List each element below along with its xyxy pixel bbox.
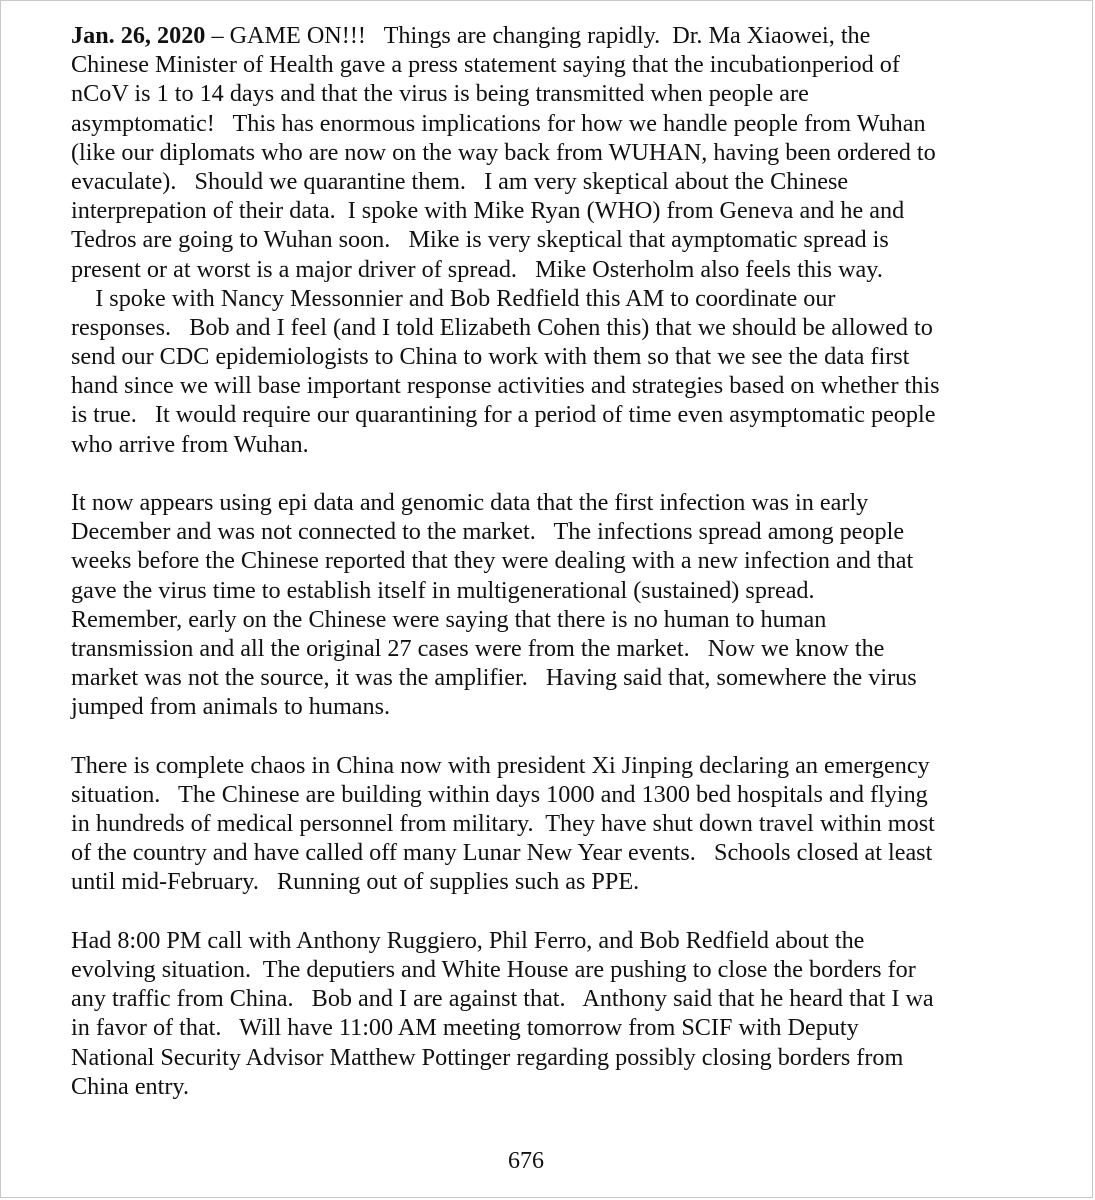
text-line: responses. Bob and I feel (and I told Elizabeth Cohen this) that we should be allowed to <box>71 313 933 341</box>
text-line: I spoke with Nancy Messonnier and Bob Redfield this AM to coordinate our <box>71 284 836 312</box>
text-line: situation. The Chinese are building within days 1000 and 1300 bed hospitals and flying <box>71 780 928 808</box>
page-number: 676 <box>508 1148 544 1174</box>
entry-date: Jan. 26, 2020 <box>71 22 206 49</box>
text-line: hand since we will base important response activities and strategies based on whether this <box>71 372 940 400</box>
text-line: any traffic from China. Bob and I are against that. Anthony said that he heard that I wa <box>71 985 934 1013</box>
text-line: transmission and all the original 27 cases were from the market. Now we know the <box>71 634 885 662</box>
text-line: evolving situation. The deputiers and White House are pushing to close the borders for <box>71 956 916 983</box>
text-line: China entry. <box>71 1072 189 1100</box>
text-line: interprepation of their data. I spoke with Mike Ryan (WHO) from Geneva and he and <box>71 197 905 225</box>
text-line: Tedros are going to Wuhan soon. Mike is very skeptical that aymptomatic spread is <box>71 226 889 254</box>
paragraph-gap <box>71 897 1071 926</box>
text-line: nCoV is 1 to 14 days and that the virus is being transmitted when people are <box>71 80 809 108</box>
text-line: Remember, early on the Chinese were saying that there is no human to human <box>71 605 827 633</box>
text-line: send our CDC epidemiologists to China to work with them so that we see the data first <box>71 343 910 371</box>
text-line: in favor of that. Will have 11:00 AM meeting tomorrow from SCIF with Deputy <box>71 1014 859 1042</box>
text-line: asymptomatic! This has enormous implications for how we handle people from Wuhan <box>71 109 926 137</box>
text-line: in hundreds of medical personnel from military. They have shut down travel within most <box>71 810 935 838</box>
text-line: is true. It would require our quarantining for a period of time even asymptomatic people <box>71 401 936 429</box>
paragraph-gap <box>71 722 1071 751</box>
text-line: Chinese Minister of Health gave a press statement saying that the incubationperiod of <box>71 51 900 79</box>
text-line: It now appears using epi data and genomic data that the first infection was in early <box>71 489 869 516</box>
diary-entry <box>71 21 1071 1101</box>
text-line: market was not the source, it was the amplifier. Having said that, somewhere the virus <box>71 664 917 692</box>
text-line: who arrive from Wuhan. <box>71 430 309 458</box>
entry-first-line-text: – GAME ON!!! Things are changing rapidly. Dr. Ma Xiaowei, the <box>205 22 871 49</box>
text-line: National Security Advisor Matthew Pottinger regarding possibly closing borders from <box>71 1043 904 1071</box>
text-line: of the country and have called off many Lunar New Year events. Schools closed at least <box>71 839 933 867</box>
text-line: evaculate). Should we quarantine them. I am very skeptical about the Chinese <box>71 167 849 195</box>
text-line: (like our diplomats who are now on the way back from WUHAN, having been ordered to <box>71 138 936 166</box>
text-line: weeks before the Chinese reported that they were dealing with a new infection and that <box>71 547 914 575</box>
paragraph-gap <box>71 459 1071 488</box>
text-line: until mid-February. Running out of supplies such as PPE. <box>71 868 640 896</box>
text-line: December and was not connected to the market. The infections spread among people <box>71 518 905 546</box>
text-line: gave the virus time to establish itself in multigenerational (sustained) spread. <box>71 576 815 604</box>
text-line: Had 8:00 PM call with Anthony Ruggiero, Phil Ferro, and Bob Redfield about the <box>71 926 865 954</box>
entry-first-line <box>71 21 1071 50</box>
text-line: present or at worst is a major driver of spread. Mike Osterholm also feels this way. <box>71 255 883 283</box>
text-line: jumped from animals to humans. <box>71 693 391 721</box>
text-line: There is complete chaos in China now with president Xi Jinping declaring an emergency <box>71 751 930 779</box>
